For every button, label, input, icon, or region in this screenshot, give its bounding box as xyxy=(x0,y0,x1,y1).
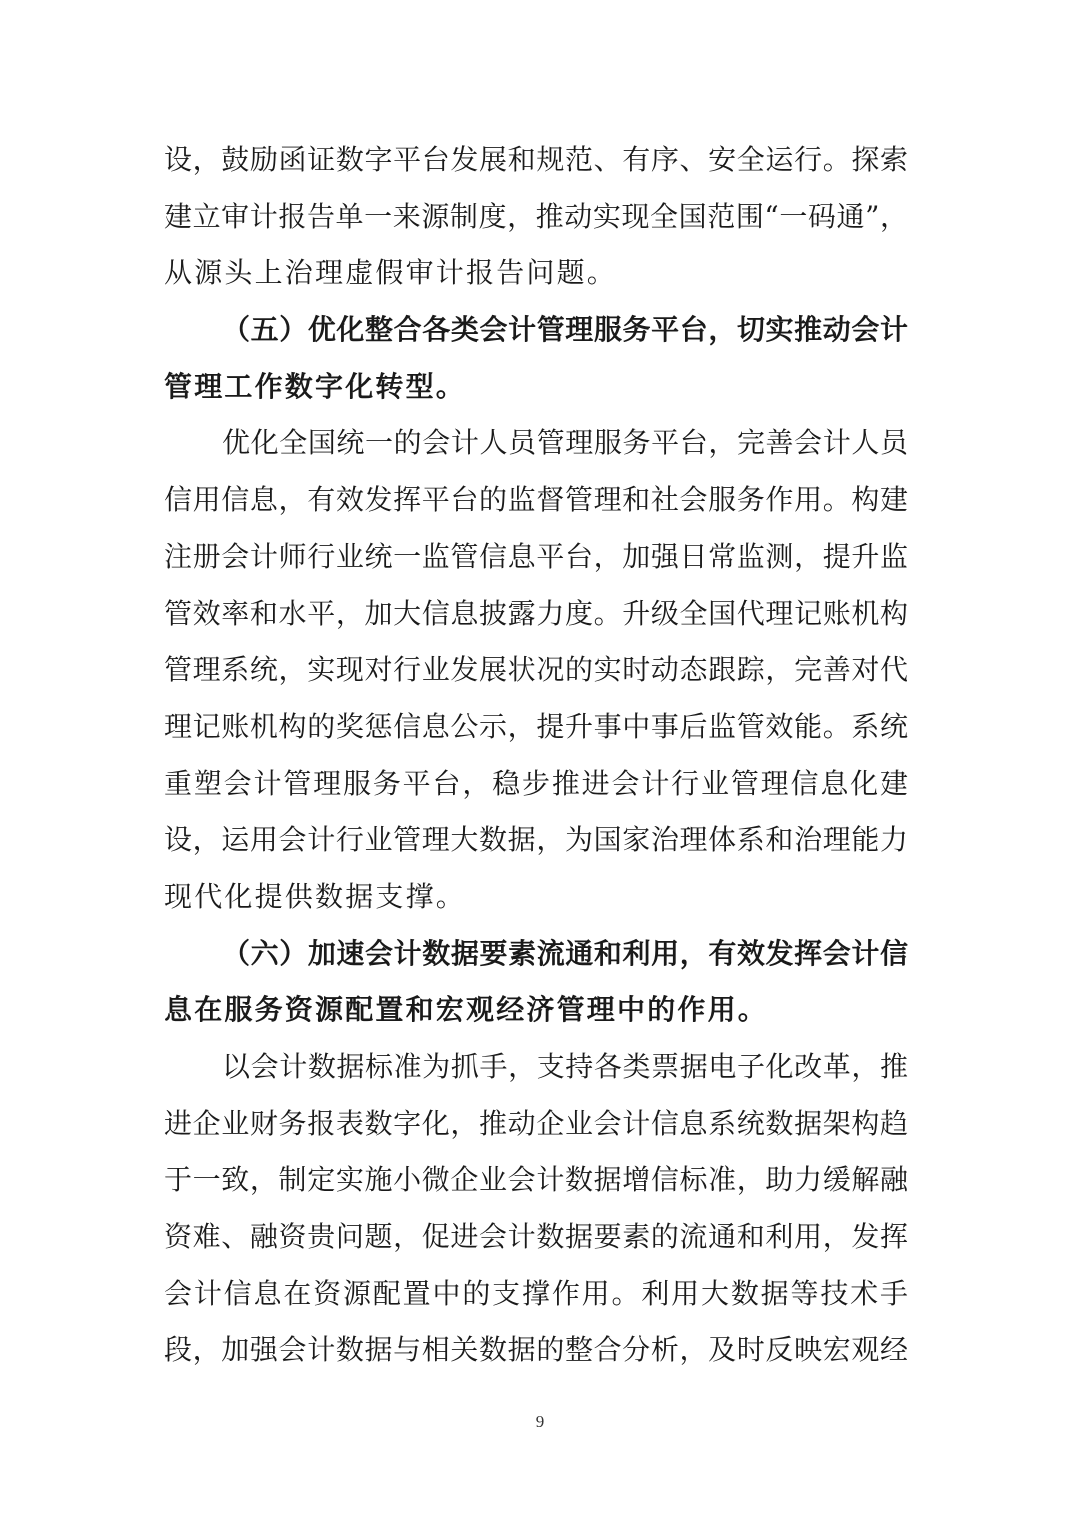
body-line: 重塑会计管理服务平台，稳步推进会计行业管理信息化建 xyxy=(164,766,908,800)
body-line: 注册会计师行业统一监管信息平台，加强日常监测，提升监 xyxy=(164,539,908,573)
page-number: 9 xyxy=(535,1412,545,1431)
section-heading-5: （五）优化整合各类会计管理服务平台，切实推动会计 xyxy=(222,313,908,347)
section-heading-5-cont: 管理工作数字化转型。 xyxy=(164,369,467,403)
body-line: 段，加强会计数据与相关数据的整合分析，及时反映宏观经 xyxy=(164,1333,908,1367)
section-heading-6: （六）加速会计数据要素流通和利用，有效发挥会计信 xyxy=(222,936,908,970)
body-line: 进企业财务报表数字化，推动企业会计信息系统数据架构趋 xyxy=(164,1106,908,1140)
body-line: 从源头上治理虚假审计报告问题。 xyxy=(164,256,618,290)
body-line: 于一致，制定实施小微企业会计数据增信标准，助力缓解融 xyxy=(164,1163,908,1197)
body-line: 会计信息在资源配置中的支撑作用。利用大数据等技术手 xyxy=(164,1276,908,1310)
body-line: 现代化提供数据支撑。 xyxy=(164,879,467,913)
body-line: 资难、融资贵问题，促进会计数据要素的流通和利用，发挥 xyxy=(164,1220,908,1254)
body-line: 管效率和水平，加大信息披露力度。升级全国代理记账机构 xyxy=(164,596,908,630)
document-body xyxy=(164,132,908,1379)
body-line: 以会计数据标准为抓手，支持各类票据电子化改革，推 xyxy=(222,1050,908,1083)
body-line: 信用信息，有效发挥平台的监督管理和社会服务作用。构建 xyxy=(164,483,908,517)
section-heading-6-cont: 息在服务资源配置和宏观经济管理中的作用。 xyxy=(164,993,769,1027)
body-line: 设，鼓励函证数字平台发展和规范、有序、安全运行。探索 xyxy=(164,143,908,176)
body-line: 理记账机构的奖惩信息公示，提升事中事后监管效能。系统 xyxy=(164,709,908,743)
body-line: 建立审计报告单一来源制度，推动实现全国范围“一码通”， xyxy=(164,199,908,233)
body-line: 优化全国统一的会计人员管理服务平台，完善会计人员 xyxy=(222,426,908,460)
body-line: 管理系统，实现对行业发展状况的实时动态跟踪，完善对代 xyxy=(164,653,908,687)
body-line: 设，运用会计行业管理大数据，为国家治理体系和治理能力 xyxy=(164,823,908,857)
